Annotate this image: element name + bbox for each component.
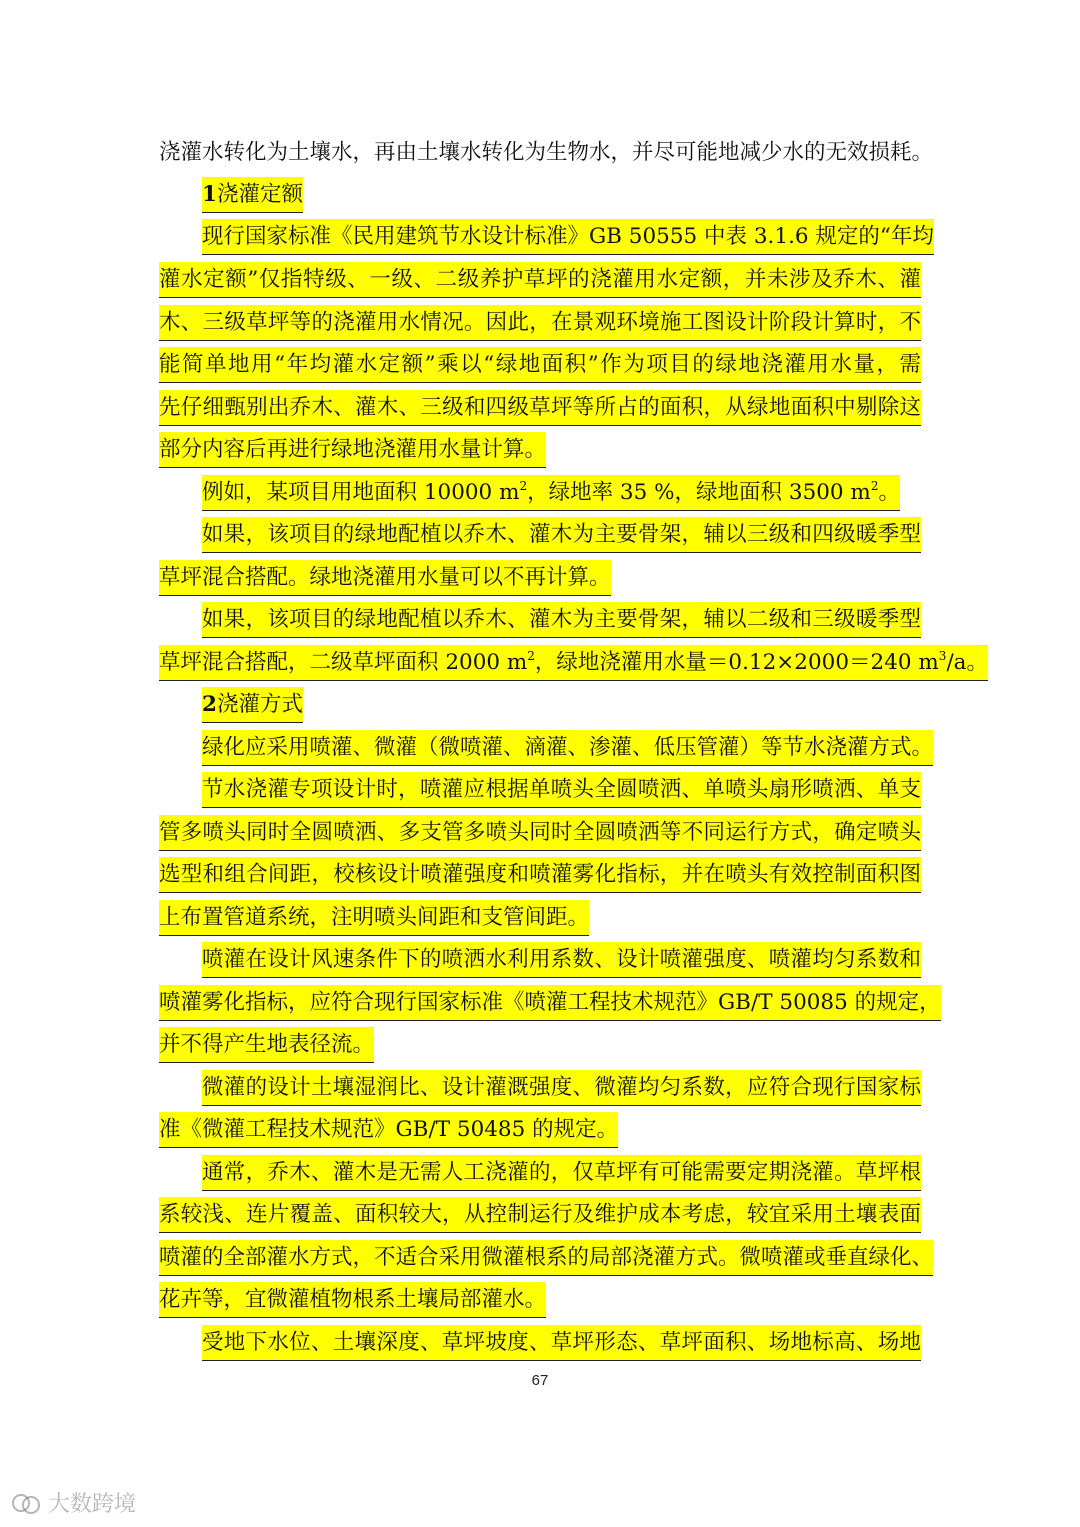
text: 浇灌水转化为土壤水，再由土壤水转化为生物水，并尽可能地减少水的无效损耗。	[159, 140, 934, 165]
highlighted-text: 上布置管道系统，注明喷头间距和支管间距。	[159, 900, 589, 936]
text-line	[159, 1024, 921, 1066]
highlighted-text: 灌水定额”仅指特级、一级、二级养护草坪的浇灌用水定额，并未涉及乔木、灌	[159, 262, 921, 298]
text-line	[202, 514, 921, 556]
text-line	[202, 1322, 921, 1364]
highlighted-text: 准《微灌工程技术规范》GB/T 50485 的规定。	[159, 1112, 618, 1148]
text-line	[202, 1067, 921, 1109]
highlighted-text: 系较浅、连片覆盖、面积较大，从控制运行及维护成本考虑，较宜采用土壤表面	[159, 1197, 921, 1233]
text-line	[202, 939, 921, 981]
highlighted-text: 草坪混合搭配，二级草坪面积 2000 $m^2$，绿地浇灌用水量＝0.12×2000＝240 $m^3/a$。	[159, 645, 988, 681]
text-line	[159, 387, 921, 429]
highlighted-text: 部分内容后再进行绿地浇灌用水量计算。	[159, 432, 546, 468]
highlighted-text: 花卉等，宜微灌植物根系土壤局部灌水。	[159, 1282, 546, 1318]
text-line	[159, 259, 921, 301]
highlighted-text: 木、三级草坪等的浇灌用水情况。因此，在景观环境施工图设计阶段计算时，不	[159, 305, 921, 341]
highlighted-text: 选型和组合间距，校核设计喷灌强度和喷灌雾化指标，并在喷头有效控制面积图	[159, 857, 921, 893]
highlighted-text: 微灌的设计土壤湿润比、设计灌溉强度、微灌均匀系数，应符合现行国家标	[202, 1070, 921, 1106]
text-line	[159, 557, 921, 599]
heading-number: 1	[202, 182, 217, 207]
watermark-text: 大数跨境	[48, 1492, 137, 1517]
highlighted-text: 喷灌雾化指标，应符合现行国家标准《喷灌工程技术规范》GB/T 50085 的规定，	[159, 985, 941, 1021]
highlighted-text: 如果，该项目的绿地配植以乔木、灌木为主要骨架，辅以二级和三级暖季型	[202, 602, 921, 638]
text-line	[159, 854, 921, 896]
watermark-logo-icon	[12, 1492, 42, 1514]
page-number: 67	[531, 1372, 549, 1389]
highlighted-text: 绿化应采用喷灌、微灌（微喷灌、滴灌、渗灌、低压管灌）等节水浇灌方式。	[202, 730, 933, 766]
watermark	[12, 1487, 136, 1518]
highlighted-text: 受地下水位、土壤深度、草坪坡度、草坪形态、草坪面积、场地标高、场地	[202, 1325, 921, 1361]
heading-text: 浇灌定额	[216, 182, 303, 207]
text-line	[202, 769, 921, 811]
highlighted-text: 草坪混合搭配。绿地浇灌用水量可以不再计算。	[159, 560, 611, 596]
text-line	[159, 897, 921, 939]
heading-text: 浇灌方式	[216, 692, 303, 717]
text-line	[159, 982, 941, 1024]
highlighted-text: 能简单地用“年均灌水定额”乘以“绿地面积”作为项目的绿地浇灌用水量，需	[159, 347, 921, 383]
highlighted-text: 现行国家标准《民用建筑节水设计标准》GB 50555 中表 3.1.6 规定的“年均	[202, 219, 934, 255]
text-line	[202, 1152, 921, 1194]
highlighted-text: 喷灌在设计风速条件下的喷洒水利用系数、设计喷灌强度、喷灌均匀系数和	[202, 942, 921, 978]
text-line	[202, 216, 934, 258]
highlighted-text: 节水浇灌专项设计时，喷灌应根据单喷头全圆喷洒、单喷头扇形喷洒、单支	[202, 772, 921, 808]
text-line	[159, 1279, 921, 1321]
highlighted-text: 并不得产生地表径流。	[159, 1027, 374, 1063]
highlighted-text: 管多喷头同时全圆喷洒、多支管多喷头同时全圆喷洒等不同运行方式，确定喷头	[159, 815, 921, 851]
text-line	[202, 472, 921, 514]
section-heading-2	[202, 684, 921, 726]
text-line	[202, 727, 934, 769]
text-line	[159, 1194, 921, 1236]
text-line	[159, 812, 921, 854]
text-line	[159, 429, 921, 471]
text-line	[202, 599, 921, 641]
highlighted-text: 如果，该项目的绿地配植以乔木、灌木为主要骨架，辅以三级和四级暖季型	[202, 517, 921, 553]
highlighted-text: 通常，乔木、灌木是无需人工浇灌的，仅草坪有可能需要定期浇灌。草坪根	[202, 1155, 921, 1191]
highlighted-text: 例如，某项目用地面积 10000 $m^2$，绿地率 35 %，绿地面积 3500 $m^2$。	[202, 475, 900, 511]
text-line	[159, 1109, 921, 1151]
text-line	[159, 132, 934, 174]
heading-number: 2	[202, 692, 217, 717]
section-heading-1	[202, 174, 921, 216]
text-line	[159, 344, 921, 386]
text-line	[159, 302, 921, 344]
highlighted-text: 先仔细甄别出乔木、灌木、三级和四级草坪等所占的面积，从绿地面积中剔除这	[159, 390, 921, 426]
text-line	[159, 642, 988, 684]
text-line	[159, 1237, 934, 1279]
highlighted-text: 喷灌的全部灌水方式，不适合采用微灌根系的局部浇灌方式。微喷灌或垂直绿化、	[159, 1240, 933, 1276]
